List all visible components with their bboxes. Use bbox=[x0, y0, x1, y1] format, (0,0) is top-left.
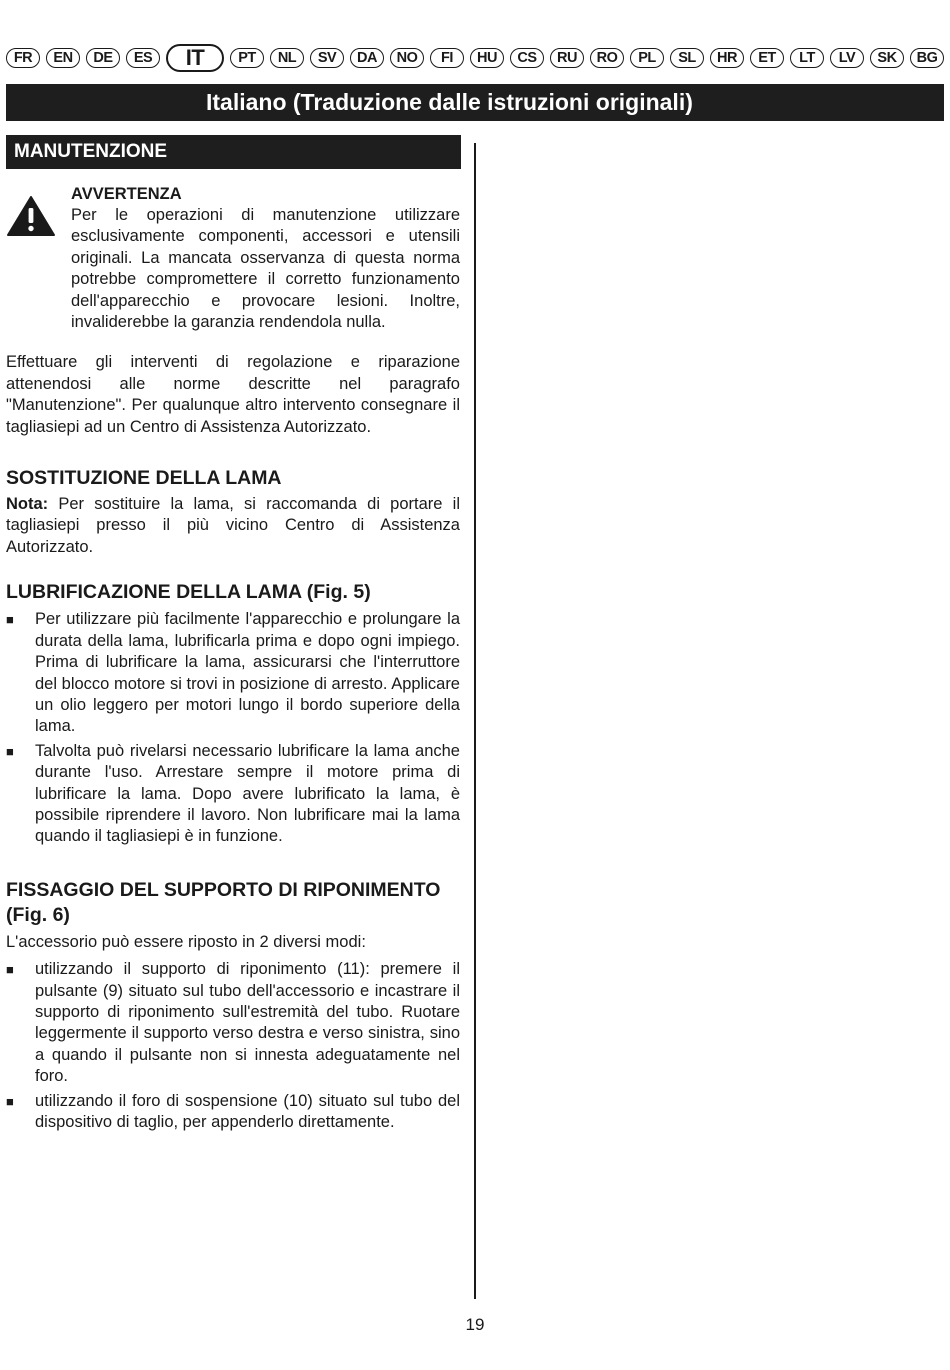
language-tab-cs[interactable]: CS bbox=[510, 48, 544, 68]
language-tab-fr[interactable]: FR bbox=[6, 48, 40, 68]
bullet-square-icon: ■ bbox=[6, 743, 14, 759]
language-tab-ru[interactable]: RU bbox=[550, 48, 584, 68]
list-item-text: utilizzando il supporto di riponimento (11): premere il pulsante (9) situato sul tubo dell'accessorio e incastrare il supporto di riponimento sull'estremità del tubo. Ruotare leggermente il supporto verso destra e verso sinistra, sino a quando il pulsante non si innesta adeguatamente nel foro. bbox=[35, 960, 460, 1086]
language-tab-sv[interactable]: SV bbox=[310, 48, 344, 68]
list-item bbox=[6, 609, 460, 737]
bullet-square-icon: ■ bbox=[6, 612, 14, 628]
language-tab-hu[interactable]: HU bbox=[470, 48, 504, 68]
language-tab-sl[interactable]: SL bbox=[670, 48, 704, 68]
heading-sostituzione-lama: SOSTITUZIONE DELLA LAMA bbox=[6, 467, 282, 490]
storage-intro: L'accessorio può essere riposto in 2 diversi modi: bbox=[6, 932, 366, 951]
language-tab-en[interactable]: EN bbox=[46, 48, 80, 68]
language-tab-pt[interactable]: PT bbox=[230, 48, 264, 68]
note-text: Per sostituire la lama, si raccomanda di portare il tagliasiepi presso il più vicino Centro di Assistenza Autorizzato. bbox=[6, 495, 460, 556]
left-column bbox=[6, 135, 460, 1136]
language-tab-lv[interactable]: LV bbox=[830, 48, 864, 68]
page-title-band bbox=[6, 84, 944, 121]
language-tab-fi[interactable]: FI bbox=[430, 48, 464, 68]
bullet-square-icon: ■ bbox=[6, 1093, 14, 1109]
language-tab-et[interactable]: ET bbox=[750, 48, 784, 68]
warning-text: Per le operazioni di manutenzione utilizzare esclusivamente componenti, accessori e utensili originali. La mancata osservanza di questa norma potrebbe compromettere il corretto funzionamento dell'apparecchio e provocare lesioni. Inoltre, invaliderebbe la garanzia rendendola nulla. bbox=[71, 206, 460, 332]
language-tab-no[interactable]: NO bbox=[390, 48, 424, 68]
list-item bbox=[6, 959, 460, 1087]
language-tab-pl[interactable]: PL bbox=[630, 48, 664, 68]
language-tab-de[interactable]: DE bbox=[86, 48, 120, 68]
list-item bbox=[6, 1091, 460, 1134]
warning-triangle-icon bbox=[6, 195, 56, 237]
warning-title: AVVERTENZA bbox=[71, 185, 182, 203]
list-item bbox=[6, 741, 460, 848]
storage-list bbox=[6, 959, 460, 1133]
note-label: Nota: bbox=[6, 495, 49, 514]
language-tab-es[interactable]: ES bbox=[126, 48, 160, 68]
language-tab-da[interactable]: DA bbox=[350, 48, 384, 68]
list-item-text: Talvolta può rivelarsi necessario lubrificare la lama anche durante l'uso. Arrestare sempre il motore prima di lubrificare la lama. Dopo avere lubrificato la lama, è possibile riprendere il lavoro. Non lubrificare mai la lama quando il tagliasiepi è in funzione. bbox=[35, 741, 460, 846]
bullet-square-icon: ■ bbox=[6, 962, 14, 978]
list-item-text: utilizzando il foro di sospensione (10) situato sul tubo del dispositivo di taglio, per appenderlo direttamente. bbox=[35, 1091, 460, 1131]
heading-lubrificazione-lama: LUBRIFICAZIONE DELLA LAMA (Fig. 5) bbox=[6, 581, 371, 604]
lubrication-list bbox=[6, 609, 460, 847]
section-heading-label: MANUTENZIONE bbox=[14, 141, 168, 162]
page-number: 19 bbox=[465, 1315, 485, 1334]
column-divider bbox=[474, 143, 476, 1299]
note-paragraph bbox=[6, 494, 460, 558]
language-tab-bar bbox=[6, 44, 944, 72]
page-title: Italiano (Traduzione dalle istruzioni originali) bbox=[206, 89, 693, 115]
language-tab-ro[interactable]: RO bbox=[590, 48, 624, 68]
section-heading-manutenzione bbox=[6, 135, 461, 169]
language-tab-it[interactable]: IT bbox=[166, 44, 224, 72]
maintenance-paragraph: Effettuare gli interventi di regolazione e riparazione attenendosi alle norme descritte nel paragrafo "Manutenzione". Per qualunque altro intervento consegnare il tagliasiepi ad un Centro di Assistenza Autorizzato. bbox=[6, 353, 460, 436]
language-tab-nl[interactable]: NL bbox=[270, 48, 304, 68]
list-item-text: Per utilizzare più facilmente l'apparecchio e prolungare la durata della lama, lubrificarla prima e dopo ogni impiego. Prima di lubrificare la lama, assicurarsi che l'interruttore del blocco motore si trovi in posizione di arresto. Applicare un olio leggero per motori lungo il bordo superiore della lama. bbox=[35, 610, 460, 736]
language-tab-lt[interactable]: LT bbox=[790, 48, 824, 68]
language-tab-sk[interactable]: SK bbox=[870, 48, 904, 68]
language-tab-hr[interactable]: HR bbox=[710, 48, 744, 68]
heading-fissaggio-supporto: FISSAGGIO DEL SUPPORTO DI RIPONIMENTO (Fig. 6) bbox=[6, 878, 441, 926]
language-tab-bg[interactable]: BG bbox=[910, 48, 944, 68]
warning-block bbox=[6, 184, 460, 333]
